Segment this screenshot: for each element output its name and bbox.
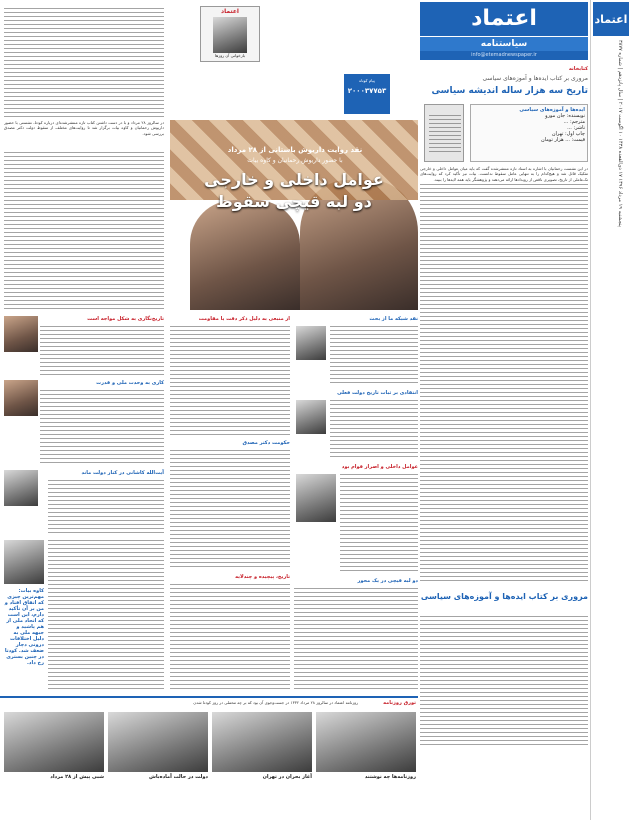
bottom-item-title: آغاز بحران در تهران: [262, 774, 312, 780]
logo-large-text: اعتماد: [471, 6, 537, 31]
code-box-note: پیام کوتاه: [359, 78, 375, 83]
center-box: [200, 6, 260, 62]
center-box-sub-text: بازخوانی آن روزها: [214, 53, 246, 58]
section-heading: [170, 574, 290, 582]
article-col-e: [48, 480, 164, 536]
email: [420, 51, 588, 60]
book-headline: [420, 86, 588, 100]
bottom-heading-text: روزنامه اعتماد در سالروز ۲۸ مرداد ۱۳۳۲ در جست‌وجوی آن بود که بر چه محملی در روز کودتا شدن: [193, 700, 358, 705]
book-kicker: [420, 75, 588, 85]
code-box-number: ۲۰۰۰۳۷۷۵۳: [347, 87, 387, 95]
book-box-line: مترجم: ...: [563, 119, 585, 125]
book-footer-body: [420, 616, 588, 746]
lead-photo: [170, 120, 418, 310]
dateline: [599, 40, 623, 340]
logo-text: اعتماد: [594, 12, 628, 26]
lead-intro: [4, 120, 164, 150]
lead-intro-text: در سالروز ۲۸ مرداد و با در دست داشتن کتاب تازه منتشرشده‌ای درباره کودتا، نشستی با حضور داریوش رحمانیان و کاوه بیات برگزار شد تا روایت‌های مختلف از سقوط دولت دکتر مصدق بررسی شود.: [4, 120, 164, 136]
article-col-h: [170, 450, 290, 570]
section-heading: [170, 440, 290, 448]
center-box-sub: [201, 53, 259, 61]
article-col-l: [340, 474, 418, 574]
article-col-b: [4, 152, 164, 312]
bottom-label: [360, 700, 416, 708]
section-heading: [294, 316, 418, 324]
book-label-text: کتابخانه: [568, 66, 588, 72]
lead-kicker: [180, 146, 410, 156]
book-cover: [424, 104, 464, 162]
bottom-strip: [0, 696, 418, 816]
portrait-1: [4, 316, 38, 352]
section-heading: [294, 390, 418, 398]
section-heading: [40, 380, 164, 388]
book-body: [420, 166, 588, 586]
section-heading-text: نقد شبکه ما از بحث: [369, 316, 418, 322]
body-text-lines: [420, 184, 588, 584]
section-heading-text: انتقادی بر ثبات تاریخ دولت فعلی: [337, 390, 418, 396]
book-footer-text: مروری بر کتاب ایده‌ها و آموزه‌های سیاسی: [420, 592, 588, 601]
bottom-item-title: روزنامه‌ها چه نوشتند: [364, 774, 416, 780]
masthead-strip: [590, 0, 630, 820]
lead-headline1-text: عوامل داخلی و خارجی: [204, 170, 384, 189]
photo-person-left: [190, 200, 300, 310]
book-footer-title: [420, 592, 588, 612]
article-col-d: [40, 390, 164, 466]
section-heading-text: عوامل داخلی و اصرار قوام بود: [341, 464, 418, 470]
lead-headline1: [174, 170, 414, 190]
bottom-heading: [4, 700, 358, 708]
book-box-line: چاپ اول: تهران: [551, 131, 585, 137]
article-col-j: [330, 326, 418, 386]
portrait-5: [296, 326, 326, 360]
section-title: [420, 37, 588, 51]
article-col-m: [294, 588, 418, 690]
bottom-item-title: دولت در حالت آماده‌باش: [148, 774, 208, 780]
bottom-item-photo: [212, 712, 312, 772]
section-heading-text: تاریخ، پیچیده و چندلایه: [235, 574, 290, 580]
section-heading: [294, 578, 418, 586]
section-heading: [294, 464, 418, 472]
article-col-i: [170, 584, 290, 690]
lead-headline2-text: دو لبه قیچی سقوط: [216, 192, 372, 211]
bottom-item-title: شبی پیش از ۲۸ مرداد: [50, 774, 104, 780]
book-label: [420, 66, 588, 74]
bottom-item: [4, 712, 104, 816]
section-heading-text: دو لبه قیچی در یک محور: [357, 578, 418, 584]
lead-kicker2: [180, 157, 410, 167]
section-heading-text: از منبعی به دلیل ذکر دقت یا مقاومت: [198, 316, 290, 322]
pull-quote: [4, 588, 44, 688]
portrait-3: [4, 470, 38, 506]
bottom-item: [316, 712, 416, 816]
code-box: [344, 74, 390, 114]
article-col-k: [330, 400, 418, 460]
section-heading-text: آیت‌الله کاشانی در کنار دولت ماند: [81, 470, 164, 476]
section-heading-text: کاری به وحدت ملی و قدرت: [96, 380, 164, 386]
book-body-text: در این نشست رحمانیان با اشاره به اسناد تازه منتشرشده گفت که باید میان عوامل داخلی و خارجی تفکیک قائل شد و هیچ‌کدام را به تنهایی عامل سقوط ندانست. بیات نیز تأکید کرد که روایت‌های تک‌عاملی از تاریخ، تصویری ناقص از رویدادها ارائه می‌دهند و پژوهشگر باید همه لایه‌ها را ببیند.: [420, 166, 588, 182]
dateline-text: پنجشنبه ۱۹ مرداد ۱۳۹۶ ۱۷ ذی‌القعده ۱۴۳۸ ۱۰ اگوست ۲۰۱۷ | سال پانزدهم | شماره ۳۸۷۷: [617, 40, 623, 227]
book-column: [420, 66, 588, 746]
lead-kicker-text: نقد روایت داریوش باستانی از ۲۸ مرداد: [227, 146, 363, 154]
center-box-photo: [213, 17, 247, 53]
article-col-a: [4, 8, 164, 118]
section-heading-text: حکومت دکتر مصدق: [242, 440, 290, 446]
center-box-label: [201, 8, 259, 16]
book-headline-text: تاریخ سه هزار ساله اندیشه سیاسی: [431, 86, 588, 96]
section-title-text: سیاستنامه: [480, 39, 528, 49]
center-box-label-text: اعتماد: [221, 8, 239, 15]
section-heading: [170, 316, 290, 324]
article-col-g: [170, 326, 290, 436]
email-text: info@etemadnewspaper.ir: [471, 52, 537, 58]
portrait-2: [4, 380, 38, 416]
section-heading-text: تاریخ‌نگاری به شکل مواجه است: [87, 316, 164, 322]
lead-kicker2-text: با حضور داریوش رحمانیان و کاوه بیات: [247, 157, 343, 164]
book-box: [470, 104, 588, 162]
pull-quote-text: کاوه بیات: مهم‌ترین چیزی که اتفاق افتاد و من بر آن تأکید دارم، این است که اتحاد ملی از هم پاشید و جبهه ملی به دلیل اختلافات درونی دچار ضعف شد. کودتا در چنین بستری رخ داد.: [4, 588, 44, 666]
book-cover-lines: [429, 115, 461, 153]
article-col-f: [48, 540, 164, 690]
book-box-line: قیمت: ... هزار تومان: [541, 137, 585, 143]
section-heading: [40, 316, 164, 324]
section-heading: [40, 470, 164, 478]
bottom-item: [212, 712, 312, 816]
masthead-logo-large: [420, 2, 588, 36]
bottom-label-text: تورق روزنامه: [383, 700, 416, 706]
portrait-7: [296, 474, 336, 522]
portrait-4: [4, 540, 44, 584]
article-col-c: [40, 326, 164, 376]
logo: [593, 2, 629, 36]
bottom-item-photo: [316, 712, 416, 772]
book-box-line: ناشر: ...: [567, 125, 585, 131]
bottom-item-photo: [4, 712, 104, 772]
book-kicker-text: مروری بر کتاب ایده‌ها و آموزه‌های سیاسی: [482, 75, 588, 82]
portrait-6: [296, 400, 326, 434]
bottom-item-photo: [108, 712, 208, 772]
book-box-line: نویسنده: جان مورو: [545, 113, 585, 119]
book-box-title: ایده‌ها و آموزه‌های سیاسی: [519, 107, 585, 113]
lead-headline2: [174, 192, 414, 212]
bottom-item: [108, 712, 208, 816]
